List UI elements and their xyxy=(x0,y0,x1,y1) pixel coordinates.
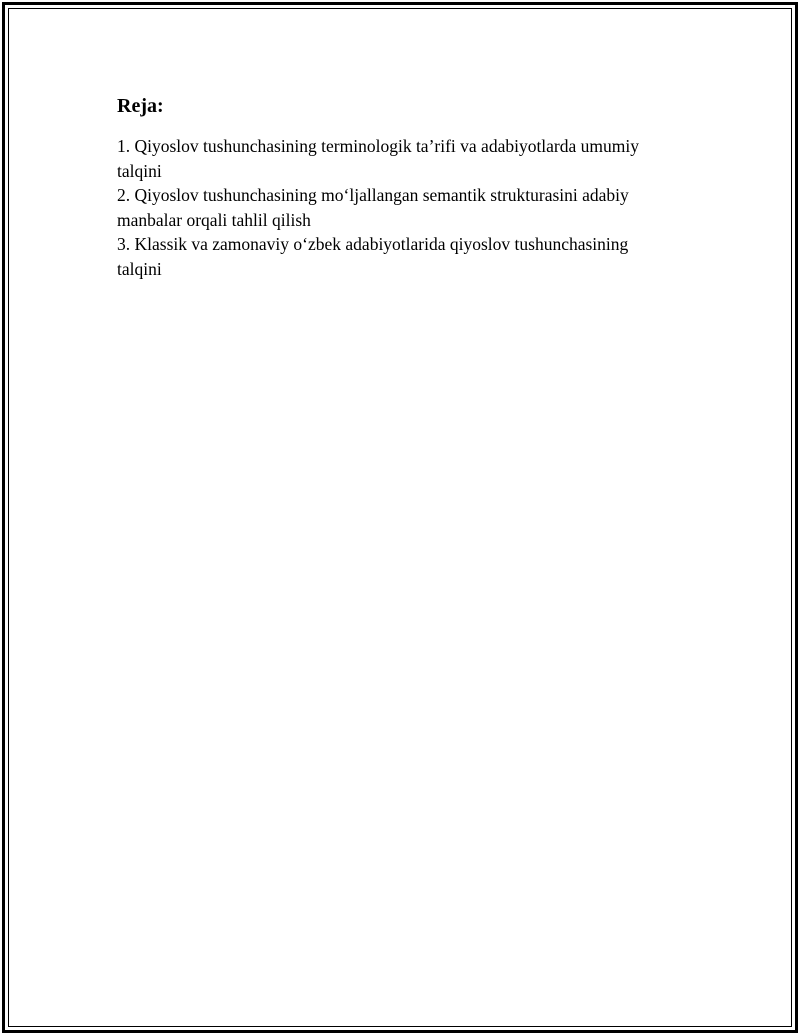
plan-item-2: 2. Qiyoslov tushunchasining mo‘ljallangan semantik strukturasini adabiy manbalar orqali tahlil qilish xyxy=(117,185,629,230)
plan-heading: Reja: xyxy=(117,95,164,117)
plan-item-3: 3. Klassik va zamonaviy o‘zbek adabiyotlarida qiyoslov tushunchasining talqini xyxy=(117,234,629,279)
document-content xyxy=(117,94,677,281)
plan-item-1: 1. Qiyoslov tushunchasining terminologik ta’rifi va adabiyotlarda umumiy talqini xyxy=(117,136,639,181)
plan-list xyxy=(117,134,677,281)
